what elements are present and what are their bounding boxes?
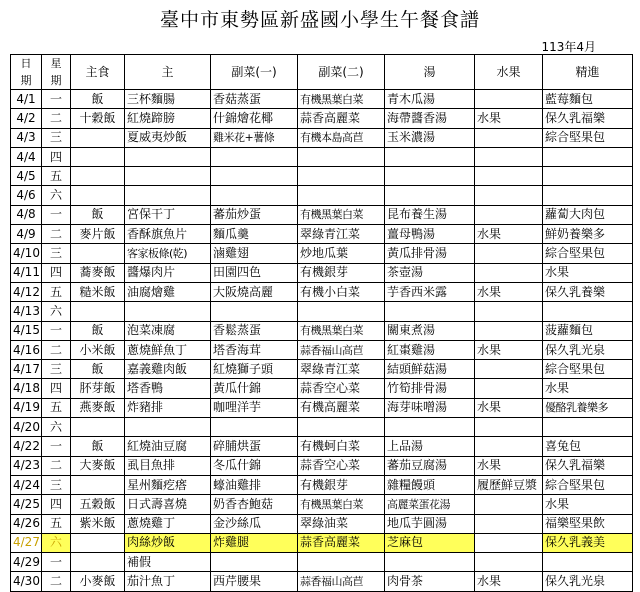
cell-side2: 有機黑葉白菜: [298, 205, 385, 224]
header-staple: 主食: [71, 55, 125, 90]
cell-week: 四: [42, 495, 71, 514]
cell-staple: 飯: [71, 360, 125, 379]
header-fruit: 水果: [475, 55, 543, 90]
cell-staple: 蕎麥飯: [71, 263, 125, 282]
table-row: [11, 475, 633, 494]
cell-fruit: [475, 553, 543, 572]
cell-fruit: [475, 418, 543, 437]
table-row: [11, 109, 633, 128]
cell-extra: [543, 186, 633, 205]
cell-soup: 玉米濃湯: [385, 128, 475, 147]
cell-side2: 有機小白菜: [298, 282, 385, 301]
cell-week: 一: [42, 205, 71, 224]
table-row: [11, 572, 633, 591]
cell-week: 一: [42, 437, 71, 456]
cell-week: 二: [42, 572, 71, 591]
cell-week: 三: [42, 128, 71, 147]
cell-staple: 飯: [71, 90, 125, 109]
cell-side1: 滷雞翅: [211, 244, 298, 263]
cell-staple: [71, 533, 125, 552]
cell-soup: 地瓜芋圓湯: [385, 514, 475, 533]
cell-soup: [385, 186, 475, 205]
cell-date: 4/22: [11, 437, 42, 456]
header-main: 主: [125, 55, 211, 90]
cell-date: 4/19: [11, 398, 42, 417]
cell-week: 六: [42, 186, 71, 205]
cell-extra: 保久乳養樂: [543, 282, 633, 301]
cell-side2: 有機銀芽: [298, 263, 385, 282]
cell-staple: 十穀飯: [71, 109, 125, 128]
cell-main: [125, 167, 211, 186]
cell-extra: 綜合堅果包: [543, 475, 633, 494]
cell-fruit: [475, 90, 543, 109]
cell-date: 4/24: [11, 475, 42, 494]
cell-fruit: 水果: [475, 340, 543, 359]
cell-staple: [71, 302, 125, 321]
cell-week: 一: [42, 321, 71, 340]
cell-week: 六: [42, 302, 71, 321]
cell-soup: [385, 418, 475, 437]
table-row: [11, 418, 633, 437]
cell-extra: 鮮奶養樂多: [543, 225, 633, 244]
cell-main: 醬爆肉片: [125, 263, 211, 282]
cell-soup: 肉骨茶: [385, 572, 475, 591]
cell-fruit: [475, 128, 543, 147]
cell-staple: 肧芽飯: [71, 379, 125, 398]
cell-main: 塔香鴨: [125, 379, 211, 398]
cell-week: 三: [42, 360, 71, 379]
cell-fruit: 水果: [475, 398, 543, 417]
cell-soup: [385, 553, 475, 572]
cell-side1: [211, 147, 298, 166]
cell-soup: 青木瓜湯: [385, 90, 475, 109]
cell-soup: [385, 167, 475, 186]
cell-side2: 蒜香空心菜: [298, 379, 385, 398]
cell-week: 二: [42, 340, 71, 359]
cell-side1: [211, 418, 298, 437]
cell-main: 星州麵疙瘩: [125, 475, 211, 494]
table-row: [11, 282, 633, 301]
cell-staple: 飯: [71, 321, 125, 340]
cell-week: 五: [42, 398, 71, 417]
cell-soup: 結頭鮮菇湯: [385, 360, 475, 379]
cell-side1: [211, 302, 298, 321]
cell-extra: 菠蘿麵包: [543, 321, 633, 340]
header-side1: 副菜(一): [211, 55, 298, 90]
cell-soup: 蕃茄豆腐湯: [385, 456, 475, 475]
cell-side1: 大阪燒高麗: [211, 282, 298, 301]
cell-side1: 紅燒獅子頭: [211, 360, 298, 379]
page-title: 臺中市東勢區新盛國小學生午餐食譜: [159, 9, 480, 31]
cell-extra: [543, 553, 633, 572]
table-row: [11, 340, 633, 359]
cell-date: 4/12: [11, 282, 42, 301]
cell-week: 一: [42, 90, 71, 109]
cell-side2: 蒜香高麗菜: [298, 533, 385, 552]
cell-extra: 喜兔包: [543, 437, 633, 456]
cell-fruit: [475, 205, 543, 224]
table-row: [11, 186, 633, 205]
cell-side2: [298, 418, 385, 437]
cell-week: 六: [42, 533, 71, 552]
cell-fruit: [475, 437, 543, 456]
cell-side2: 蒜香高麗菜: [298, 109, 385, 128]
cell-extra: 保久乳福樂: [543, 109, 633, 128]
cell-fruit: [475, 186, 543, 205]
cell-side1: 奶香杏鮑菇: [211, 495, 298, 514]
table-row: [11, 244, 633, 263]
cell-date: 4/17: [11, 360, 42, 379]
cell-soup: 關東煮湯: [385, 321, 475, 340]
cell-soup: 茶壺湯: [385, 263, 475, 282]
cell-date: 4/6: [11, 186, 42, 205]
cell-week: 五: [42, 167, 71, 186]
table-row: [11, 514, 633, 533]
cell-date: 4/3: [11, 128, 42, 147]
cell-side2: [298, 553, 385, 572]
cell-extra: [543, 418, 633, 437]
cell-date: 4/9: [11, 225, 42, 244]
cell-soup: 薑母鴨湯: [385, 225, 475, 244]
cell-side1: 蠔油雞排: [211, 475, 298, 494]
cell-soup: 上品湯: [385, 437, 475, 456]
cell-main: 嘉義雞肉飯: [125, 360, 211, 379]
cell-week: 六: [42, 418, 71, 437]
cell-soup: 竹筍排骨湯: [385, 379, 475, 398]
lunch-menu-table: [10, 54, 633, 592]
cell-date: 4/18: [11, 379, 42, 398]
table-row: [11, 263, 633, 282]
month-label: 113年4月: [541, 40, 596, 54]
cell-fruit: 水果: [475, 282, 543, 301]
cell-week: 三: [42, 475, 71, 494]
cell-extra: 藍莓麵包: [543, 90, 633, 109]
cell-fruit: [475, 263, 543, 282]
cell-extra: 綜合堅果包: [543, 244, 633, 263]
cell-main: 炸豬排: [125, 398, 211, 417]
cell-fruit: [475, 244, 543, 263]
cell-extra: [543, 147, 633, 166]
table-row: [11, 398, 633, 417]
cell-staple: [71, 553, 125, 572]
cell-side1: 炸雞腿: [211, 533, 298, 552]
cell-main: 泡菜凍腐: [125, 321, 211, 340]
cell-fruit: [475, 167, 543, 186]
header-soup: 湯: [385, 55, 475, 90]
cell-side1: 蕃茄炒蛋: [211, 205, 298, 224]
cell-fruit: 水果: [475, 109, 543, 128]
cell-main: 蔥燒鮮魚丁: [125, 340, 211, 359]
cell-extra: 水果: [543, 379, 633, 398]
cell-main: 香酥旗魚片: [125, 225, 211, 244]
table-row: [11, 205, 633, 224]
cell-side1: 碎脯烘蛋: [211, 437, 298, 456]
cell-side2: 有機本島高苣: [298, 128, 385, 147]
cell-main: 宮保干丁: [125, 205, 211, 224]
cell-week: 二: [42, 456, 71, 475]
header-date: 日 期: [11, 55, 42, 90]
cell-week: 五: [42, 514, 71, 533]
cell-side1: 麵瓜羹: [211, 225, 298, 244]
cell-extra: 保久乳光泉: [543, 340, 633, 359]
cell-date: 4/15: [11, 321, 42, 340]
cell-side1: 香菇蒸蛋: [211, 90, 298, 109]
cell-extra: 綜合堅果包: [543, 128, 633, 147]
cell-main: 蔥燒雞丁: [125, 514, 211, 533]
cell-staple: [71, 128, 125, 147]
cell-week: 二: [42, 225, 71, 244]
cell-week: 四: [42, 263, 71, 282]
cell-staple: [71, 147, 125, 166]
cell-main: 肉絲炒飯: [125, 533, 211, 552]
cell-date: 4/25: [11, 495, 42, 514]
header-week: 星 期: [42, 55, 71, 90]
cell-extra: 保久乳光泉: [543, 572, 633, 591]
table-row: [11, 128, 633, 147]
cell-fruit: [475, 147, 543, 166]
cell-week: 四: [42, 147, 71, 166]
cell-soup: 海帶醬香湯: [385, 109, 475, 128]
cell-date: 4/13: [11, 302, 42, 321]
cell-extra: 綜合堅果包: [543, 360, 633, 379]
cell-week: 一: [42, 553, 71, 572]
table-row: [11, 437, 633, 456]
cell-main: 夏威夷炒飯: [125, 128, 211, 147]
cell-side1: [211, 553, 298, 572]
table-row: [11, 302, 633, 321]
cell-date: 4/16: [11, 340, 42, 359]
cell-week: 三: [42, 244, 71, 263]
cell-soup: 昆布養生湯: [385, 205, 475, 224]
cell-soup: 芋香西米露: [385, 282, 475, 301]
cell-staple: [71, 418, 125, 437]
cell-fruit: [475, 495, 543, 514]
cell-soup: 海芽味噌湯: [385, 398, 475, 417]
cell-main: 補假: [125, 553, 211, 572]
cell-main: 三杯麵腸: [125, 90, 211, 109]
cell-extra: 水果: [543, 495, 633, 514]
header-row: [11, 55, 633, 90]
cell-main: 虱目魚排: [125, 456, 211, 475]
cell-fruit: [475, 302, 543, 321]
cell-side2: 有機高麗菜: [298, 398, 385, 417]
cell-side2: [298, 167, 385, 186]
cell-main: 紅燒蹄膀: [125, 109, 211, 128]
cell-side1: 雞米花+薯條: [211, 128, 298, 147]
cell-week: 二: [42, 109, 71, 128]
cell-date: 4/30: [11, 572, 42, 591]
cell-side2: 翠綠青江菜: [298, 225, 385, 244]
cell-side1: 塔香海茸: [211, 340, 298, 359]
cell-side1: 什錦燴花椰: [211, 109, 298, 128]
cell-main: 茄汁魚丁: [125, 572, 211, 591]
cell-date: 4/8: [11, 205, 42, 224]
cell-side1: 田園四色: [211, 263, 298, 282]
cell-date: 4/10: [11, 244, 42, 263]
cell-fruit: 水果: [475, 572, 543, 591]
cell-extra: 蘿蔔大肉包: [543, 205, 633, 224]
cell-soup: 雜糧饅頭: [385, 475, 475, 494]
cell-soup: 高麗菜蛋花湯: [385, 495, 475, 514]
cell-fruit: 水果: [475, 456, 543, 475]
cell-side2: [298, 186, 385, 205]
cell-staple: 大麥飯: [71, 456, 125, 475]
cell-side2: [298, 302, 385, 321]
cell-soup: 芝麻包: [385, 533, 475, 552]
cell-soup: 黃瓜排骨湯: [385, 244, 475, 263]
cell-side2: 炒地瓜葉: [298, 244, 385, 263]
cell-date: 4/1: [11, 90, 42, 109]
cell-date: 4/2: [11, 109, 42, 128]
cell-side1: 黃瓜什錦: [211, 379, 298, 398]
cell-fruit: [475, 360, 543, 379]
cell-main: [125, 147, 211, 166]
cell-side2: 有機黑葉白菜: [298, 321, 385, 340]
cell-fruit: [475, 321, 543, 340]
cell-main: [125, 418, 211, 437]
cell-fruit: [475, 533, 543, 552]
table-row: [11, 360, 633, 379]
cell-extra: 優酪乳養樂多: [543, 398, 633, 417]
table-row: [11, 533, 633, 552]
cell-week: 五: [42, 282, 71, 301]
cell-staple: 飯: [71, 437, 125, 456]
cell-staple: [71, 244, 125, 263]
cell-extra: 水果: [543, 263, 633, 282]
cell-staple: 麥片飯: [71, 225, 125, 244]
table-row: [11, 147, 633, 166]
cell-side1: 香鬆蒸蛋: [211, 321, 298, 340]
header-side2: 副菜(二): [298, 55, 385, 90]
cell-week: 四: [42, 379, 71, 398]
cell-date: 4/11: [11, 263, 42, 282]
cell-fruit: [475, 379, 543, 398]
cell-staple: 小米飯: [71, 340, 125, 359]
cell-main: 客家板條(乾): [125, 244, 211, 263]
cell-soup: [385, 147, 475, 166]
cell-side2: [298, 147, 385, 166]
cell-staple: 燕麥飯: [71, 398, 125, 417]
cell-soup: 紅棗雞湯: [385, 340, 475, 359]
cell-side1: 西芹腰果: [211, 572, 298, 591]
cell-main: 日式壽喜燒: [125, 495, 211, 514]
cell-date: 4/23: [11, 456, 42, 475]
cell-side2: 有機銀芽: [298, 475, 385, 494]
cell-date: 4/26: [11, 514, 42, 533]
cell-side2: 蒜香空心菜: [298, 456, 385, 475]
cell-date: 4/29: [11, 553, 42, 572]
cell-extra: 保久乳義美: [543, 533, 633, 552]
cell-fruit: 水果: [475, 225, 543, 244]
cell-staple: 小麥飯: [71, 572, 125, 591]
cell-side2: 蒜香福山高苣: [298, 572, 385, 591]
cell-main: 油腐燴雞: [125, 282, 211, 301]
table-row: [11, 456, 633, 475]
cell-side1: 冬瓜什錦: [211, 456, 298, 475]
cell-side1: 咖哩洋芋: [211, 398, 298, 417]
table-row: [11, 553, 633, 572]
cell-extra: 保久乳福樂: [543, 456, 633, 475]
cell-date: 4/5: [11, 167, 42, 186]
cell-staple: 飯: [71, 205, 125, 224]
cell-staple: [71, 167, 125, 186]
header-extra: 精進: [543, 55, 633, 90]
cell-side1: 金沙絲瓜: [211, 514, 298, 533]
table-row: [11, 167, 633, 186]
cell-side2: 有機黑葉白菜: [298, 495, 385, 514]
table-row: [11, 90, 633, 109]
cell-side2: 有機蚵白菜: [298, 437, 385, 456]
table-row: [11, 495, 633, 514]
table-row: [11, 379, 633, 398]
cell-side2: 翠綠油菜: [298, 514, 385, 533]
cell-fruit: 履歷鮮豆漿: [475, 475, 543, 494]
cell-date: 4/27: [11, 533, 42, 552]
table-row: [11, 225, 633, 244]
cell-staple: [71, 186, 125, 205]
cell-staple: 糙米飯: [71, 282, 125, 301]
cell-main: [125, 302, 211, 321]
cell-staple: 五穀飯: [71, 495, 125, 514]
cell-main: [125, 186, 211, 205]
menu-body: [11, 90, 633, 592]
cell-fruit: [475, 514, 543, 533]
cell-staple: [71, 475, 125, 494]
cell-date: 4/20: [11, 418, 42, 437]
cell-side1: [211, 186, 298, 205]
cell-date: 4/4: [11, 147, 42, 166]
cell-main: 紅燒油豆腐: [125, 437, 211, 456]
table-row: [11, 321, 633, 340]
cell-side2: 有機黑葉白菜: [298, 90, 385, 109]
cell-extra: [543, 302, 633, 321]
cell-extra: 福樂堅果飲: [543, 514, 633, 533]
cell-extra: [543, 167, 633, 186]
cell-side1: [211, 167, 298, 186]
cell-side2: 翠綠青江菜: [298, 360, 385, 379]
cell-soup: [385, 302, 475, 321]
cell-side2: 蒜香福山高苣: [298, 340, 385, 359]
cell-staple: 紫米飯: [71, 514, 125, 533]
